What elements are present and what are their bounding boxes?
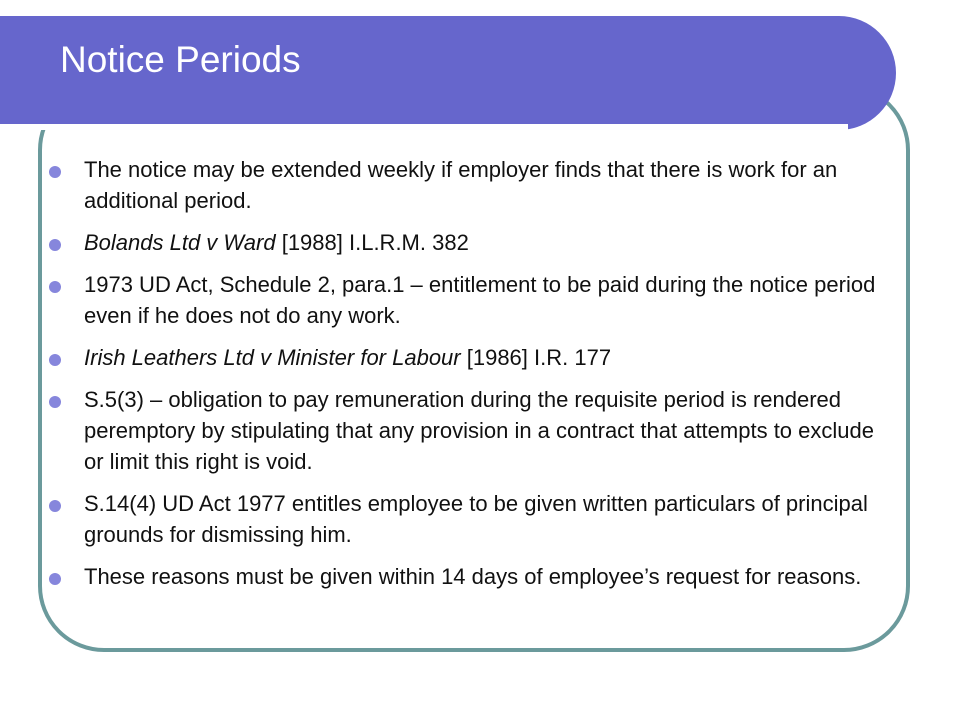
slide-title: Notice Periods (60, 39, 301, 80)
case-citation: [1986] I.R. 177 (460, 345, 612, 370)
case-name: Irish Leathers Ltd v Minister for Labour (84, 345, 461, 370)
bullet-text: S.5(3) – obligation to pay remuneration during the requisite period is rendered peremptory by stipulating that any provision in a contract that attempts to exclude or limit this right is void. (84, 387, 874, 474)
bullet-dot-icon (49, 239, 61, 251)
bullet-item (48, 384, 884, 477)
bullet-item (48, 488, 884, 550)
bullet-item (48, 227, 884, 258)
bullet-item (48, 269, 884, 331)
bullet-list (48, 154, 884, 603)
bullet-dot-icon (49, 281, 61, 293)
bullet-item (48, 154, 884, 216)
bullet-item (48, 342, 884, 373)
bullet-text: S.14(4) UD Act 1977 entitles employee to be given written particulars of principal grounds for dismissing him. (84, 491, 868, 547)
bullet-item (48, 561, 884, 592)
title-underline (0, 124, 848, 130)
bullet-dot-icon (49, 500, 61, 512)
bullet-dot-icon (49, 396, 61, 408)
bullet-text: 1973 UD Act, Schedule 2, para.1 – entitlement to be paid during the notice period even if he does not do any work. (84, 272, 876, 328)
bullet-dot-icon (49, 573, 61, 585)
case-citation: [1988] I.L.R.M. 382 (275, 230, 469, 255)
bullet-dot-icon (49, 166, 61, 178)
bullet-dot-icon (49, 354, 61, 366)
case-name: Bolands Ltd v Ward (84, 230, 276, 255)
bullet-text: These reasons must be given within 14 days of employee’s request for reasons. (84, 564, 862, 589)
bullet-text: The notice may be extended weekly if employer finds that there is work for an additional period. (84, 157, 838, 213)
